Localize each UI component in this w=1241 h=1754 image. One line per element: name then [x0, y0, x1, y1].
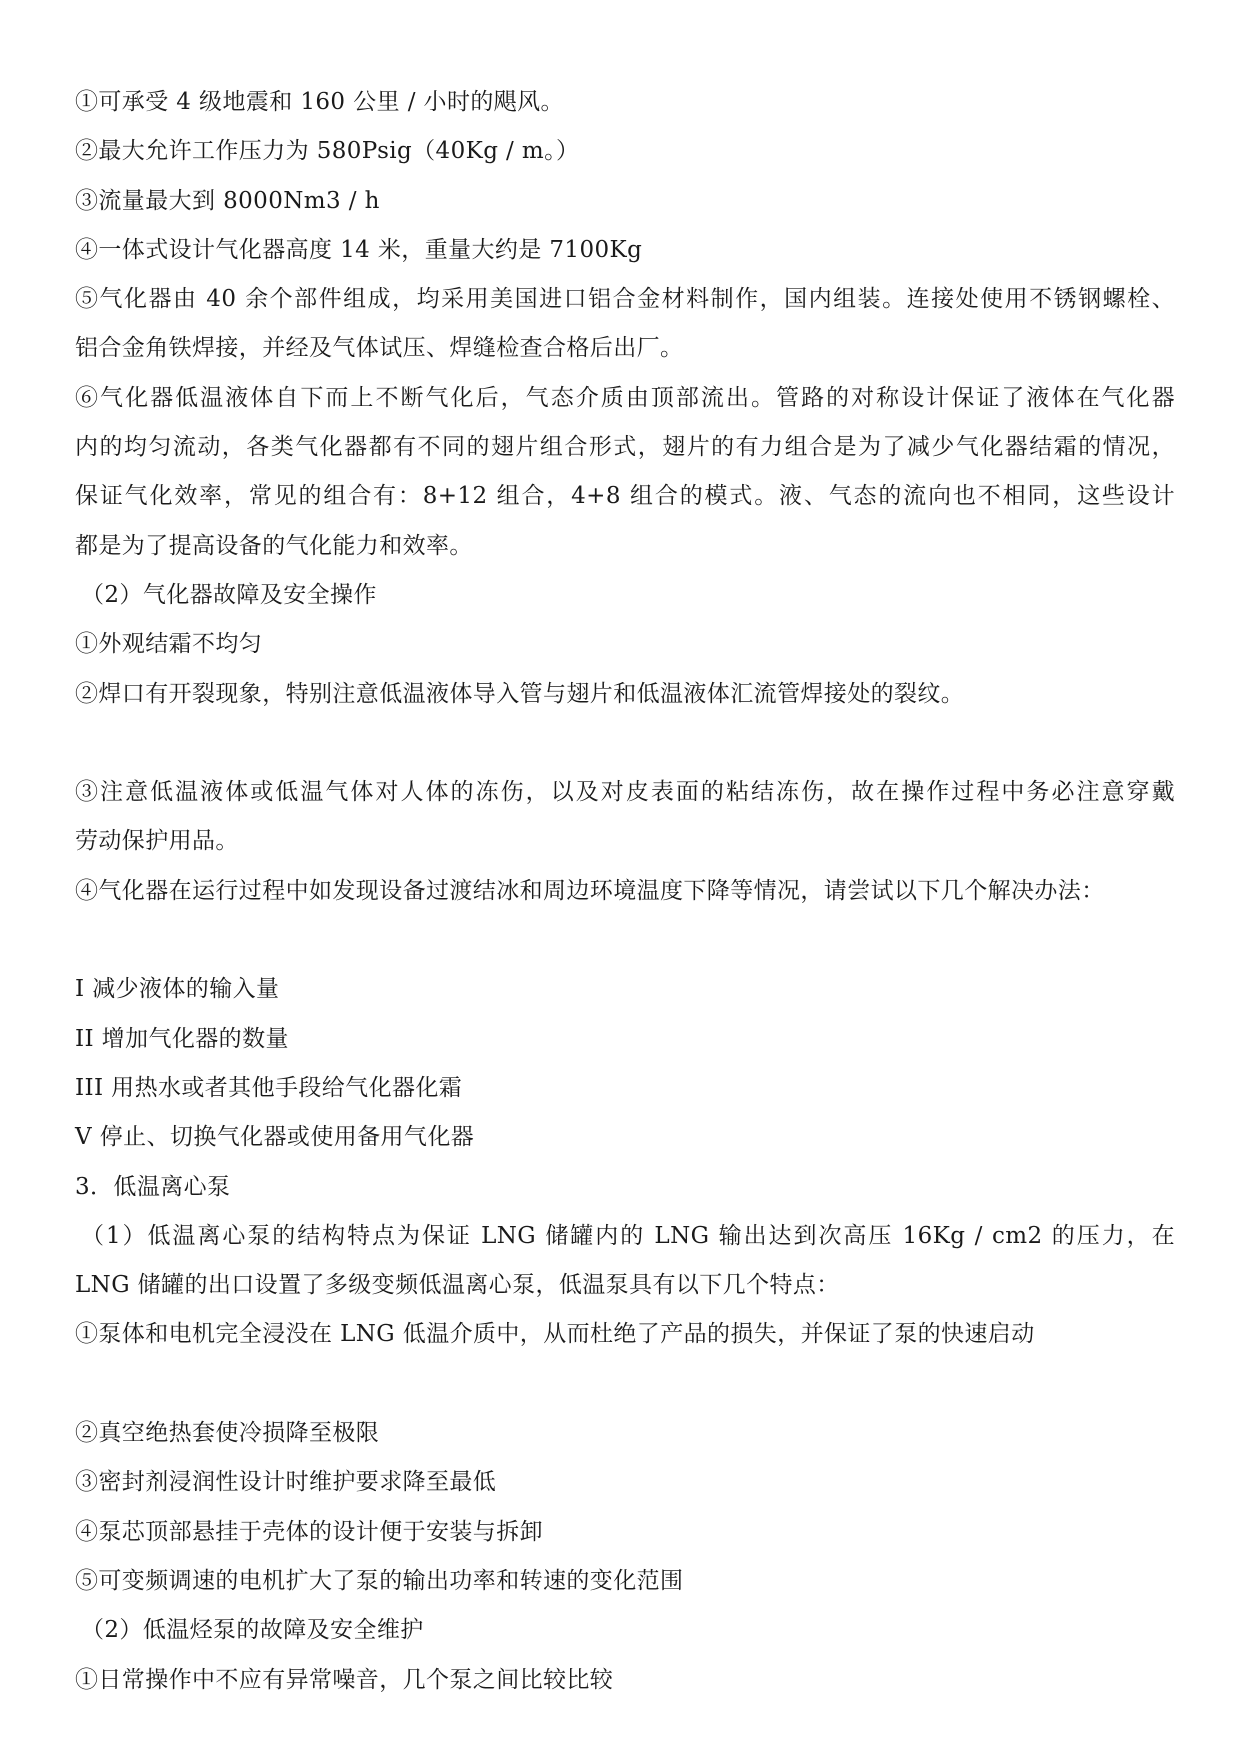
document-body — [75, 78, 1175, 1705]
text-line: 保证气化效率，常见的组合有：8+12 组合，4+8 组合的模式。液、气态的流向也不相同，这些设计 — [75, 483, 1175, 510]
list-item: I 减少液体的输入量 — [75, 976, 280, 1003]
text-line: ②真空绝热套使冷损降至极限 — [75, 1420, 380, 1447]
text-line: 铝合金角铁焊接，并经及气体试压、焊缝检查合格后出厂。 — [75, 335, 684, 362]
blank-line — [75, 916, 1175, 965]
blank-line — [75, 719, 1175, 768]
section-heading: 3．低温离心泵 — [75, 1173, 231, 1200]
text-line: ④泵芯顶部悬挂于壳体的设计便于安装与拆卸 — [75, 1518, 543, 1545]
text-line: ①可承受 4 级地震和 160 公里 / 小时的飓风。 — [75, 89, 564, 115]
text-line: 劳动保护用品。 — [75, 828, 239, 855]
text-line: ③流量最大到 8000Nm3 / h — [75, 187, 380, 214]
text-line: ⑥气化器低温液体自下而上不断气化后，气态介质由顶部流出。管路的对称设计保证了液体在气化器 — [75, 384, 1175, 411]
section-heading: （2）气化器故障及安全操作 — [81, 581, 377, 608]
text-line: ①外观结霜不均匀 — [75, 631, 263, 658]
text-line: 内的均匀流动，各类气化器都有不同的翅片组合形式，翅片的有力组合是为了减少气化器结霜的情况， — [75, 434, 1175, 461]
text-line: LNG 储罐的出口设置了多级变频低温离心泵，低温泵具有以下几个特点： — [75, 1272, 840, 1299]
list-item: V 停止、切换气化器或使用备用气化器 — [75, 1124, 475, 1151]
section-heading: （2）低温烃泵的故障及安全维护 — [81, 1617, 424, 1644]
text-line: ②最大允许工作压力为 580Psig（40Kg / m。） — [75, 138, 580, 165]
list-item: III 用热水或者其他手段给气化器化霜 — [75, 1074, 463, 1101]
text-line: ③密封剂浸润性设计时维护要求降至最低 — [75, 1469, 497, 1496]
list-item: II 增加气化器的数量 — [75, 1025, 289, 1052]
text-line: ④一体式设计气化器高度 14 米，重量大约是 7100Kg — [75, 236, 643, 263]
text-line: ①泵体和电机完全浸没在 LNG 低温介质中，从而杜绝了产品的损失，并保证了泵的快速启动 — [75, 1321, 1035, 1348]
text-line: ①日常操作中不应有异常噪音，几个泵之间比较比较 — [75, 1666, 614, 1693]
text-line: ⑤气化器由 40 余个部件组成，均采用美国进口铝合金材料制作，国内组装。连接处使用不锈钢螺栓、 — [75, 286, 1175, 313]
blank-line — [75, 1360, 1175, 1409]
text-line: ⑤可变频调速的电机扩大了泵的输出功率和转速的变化范围 — [75, 1567, 684, 1594]
text-line: ②焊口有开裂现象，特别注意低温液体导入管与翅片和低温液体汇流管焊接处的裂纹。 — [75, 680, 965, 707]
text-line: ④气化器在运行过程中如发现设备过渡结冰和周边环境温度下降等情况，请尝试以下几个解决办法： — [75, 877, 1105, 904]
text-line: ③注意低温液体或低温气体对人体的冻伤，以及对皮表面的粘结冻伤，故在操作过程中务必注意穿戴 — [75, 779, 1175, 806]
text-line: 都是为了提高设备的气化能力和效率。 — [75, 532, 473, 559]
text-line: （1）低温离心泵的结构特点为保证 LNG 储罐内的 LNG 输出达到次高压 16Kg / cm2 的压力，在 — [81, 1222, 1175, 1249]
